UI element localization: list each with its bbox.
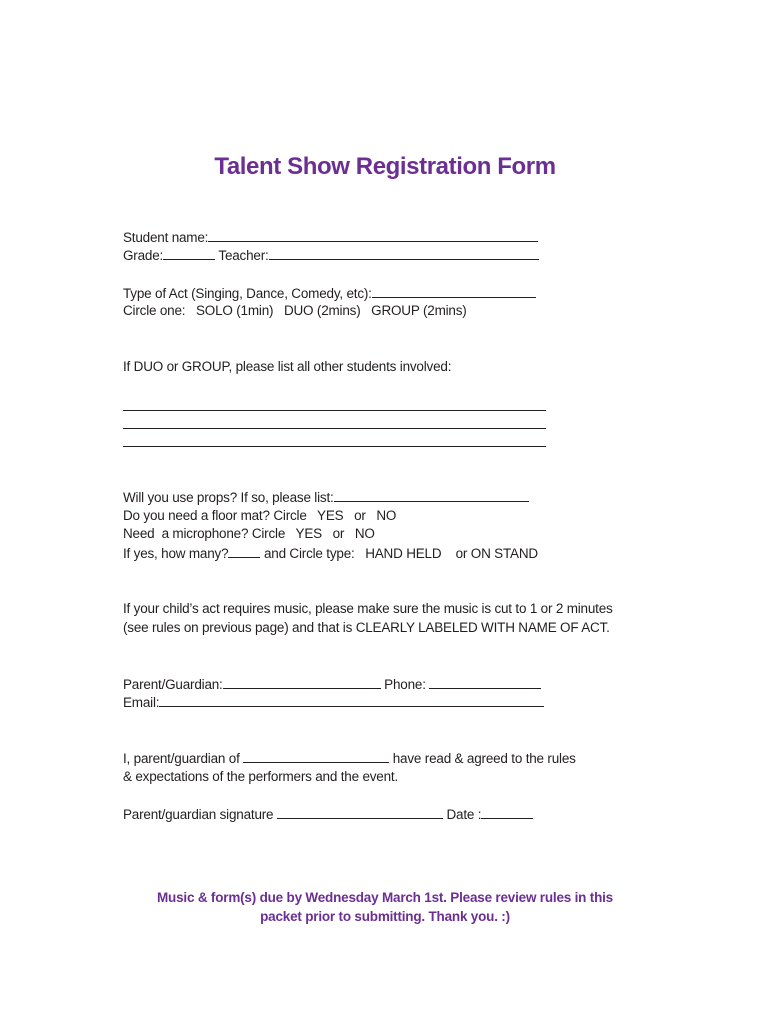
mic-count-row: [123, 545, 538, 562]
student-name-field[interactable]: [208, 229, 538, 242]
footer-line-1: Music & form(s) due by Wednesday March 1st. Please review rules in this: [157, 890, 613, 905]
date-field[interactable]: [481, 806, 533, 819]
music-note-line-2: (see rules on previous page) and that is CLEARLY LABELED WITH NAME OF ACT.: [123, 620, 610, 635]
footer-note: [0, 888, 770, 926]
email-field[interactable]: [159, 694, 544, 707]
parent-label: Parent/Guardian:: [123, 677, 223, 692]
type-of-act-label: Type of Act (Singing, Dance, Comedy, etc):: [123, 286, 372, 301]
props-row: [123, 489, 529, 506]
agreement-line-2: & expectations of the performers and the event.: [123, 769, 399, 784]
date-label: Date :: [442, 807, 482, 822]
mic-count-field[interactable]: [228, 545, 260, 558]
phone-field[interactable]: [429, 676, 541, 689]
footer-line-2: packet prior to submitting. Thank you. :): [260, 909, 510, 924]
other-students-line-3[interactable]: [123, 446, 546, 447]
grade-field[interactable]: [163, 247, 215, 260]
email-label: Email:: [123, 695, 160, 710]
child-name-field[interactable]: [243, 750, 389, 763]
how-many-label: If yes, how many?: [123, 546, 229, 561]
agreement-line-1: [123, 750, 576, 767]
student-name-label: Student name:: [123, 230, 209, 245]
type-of-act-field[interactable]: [372, 285, 536, 298]
signature-row: [123, 806, 533, 823]
props-field[interactable]: [334, 489, 529, 502]
teacher-label: Teacher:: [218, 248, 269, 263]
student-name-row: [123, 229, 538, 246]
grade-label: Grade:: [123, 248, 164, 263]
type-of-act-row: [123, 285, 536, 302]
parent-field[interactable]: [223, 676, 381, 689]
agreement-label: I, parent/guardian of: [123, 751, 240, 766]
signature-label: Parent/guardian signature: [123, 807, 274, 822]
mic-type-label: and Circle type: HAND HELD or ON STAND: [260, 546, 538, 561]
music-note-line-1: If your child’s act requires music, please make sure the music is cut to 1 or 2 minutes: [123, 601, 613, 616]
other-students-line-2[interactable]: [123, 428, 546, 429]
teacher-field[interactable]: [269, 247, 539, 260]
parent-phone-row: [123, 676, 541, 693]
microphone-question: Need a microphone? Circle YES or NO: [123, 526, 375, 541]
floor-mat-question: Do you need a floor mat? Circle YES or NO: [123, 508, 397, 523]
email-row: [123, 694, 544, 711]
form-title: Talent Show Registration Form: [214, 153, 556, 180]
circle-one-options: Circle one: SOLO (1min) DUO (2mins) GROUP (2mins): [123, 303, 467, 318]
grade-teacher-row: [123, 247, 539, 264]
other-students-label: If DUO or GROUP, please list all other students involved:: [123, 359, 452, 374]
other-students-line-1[interactable]: [123, 410, 546, 411]
agreement-text: have read & agreed to the rules: [389, 751, 576, 766]
signature-field[interactable]: [277, 806, 443, 819]
props-label: Will you use props? If so, please list:: [123, 490, 334, 505]
phone-label: Phone:: [380, 677, 426, 692]
